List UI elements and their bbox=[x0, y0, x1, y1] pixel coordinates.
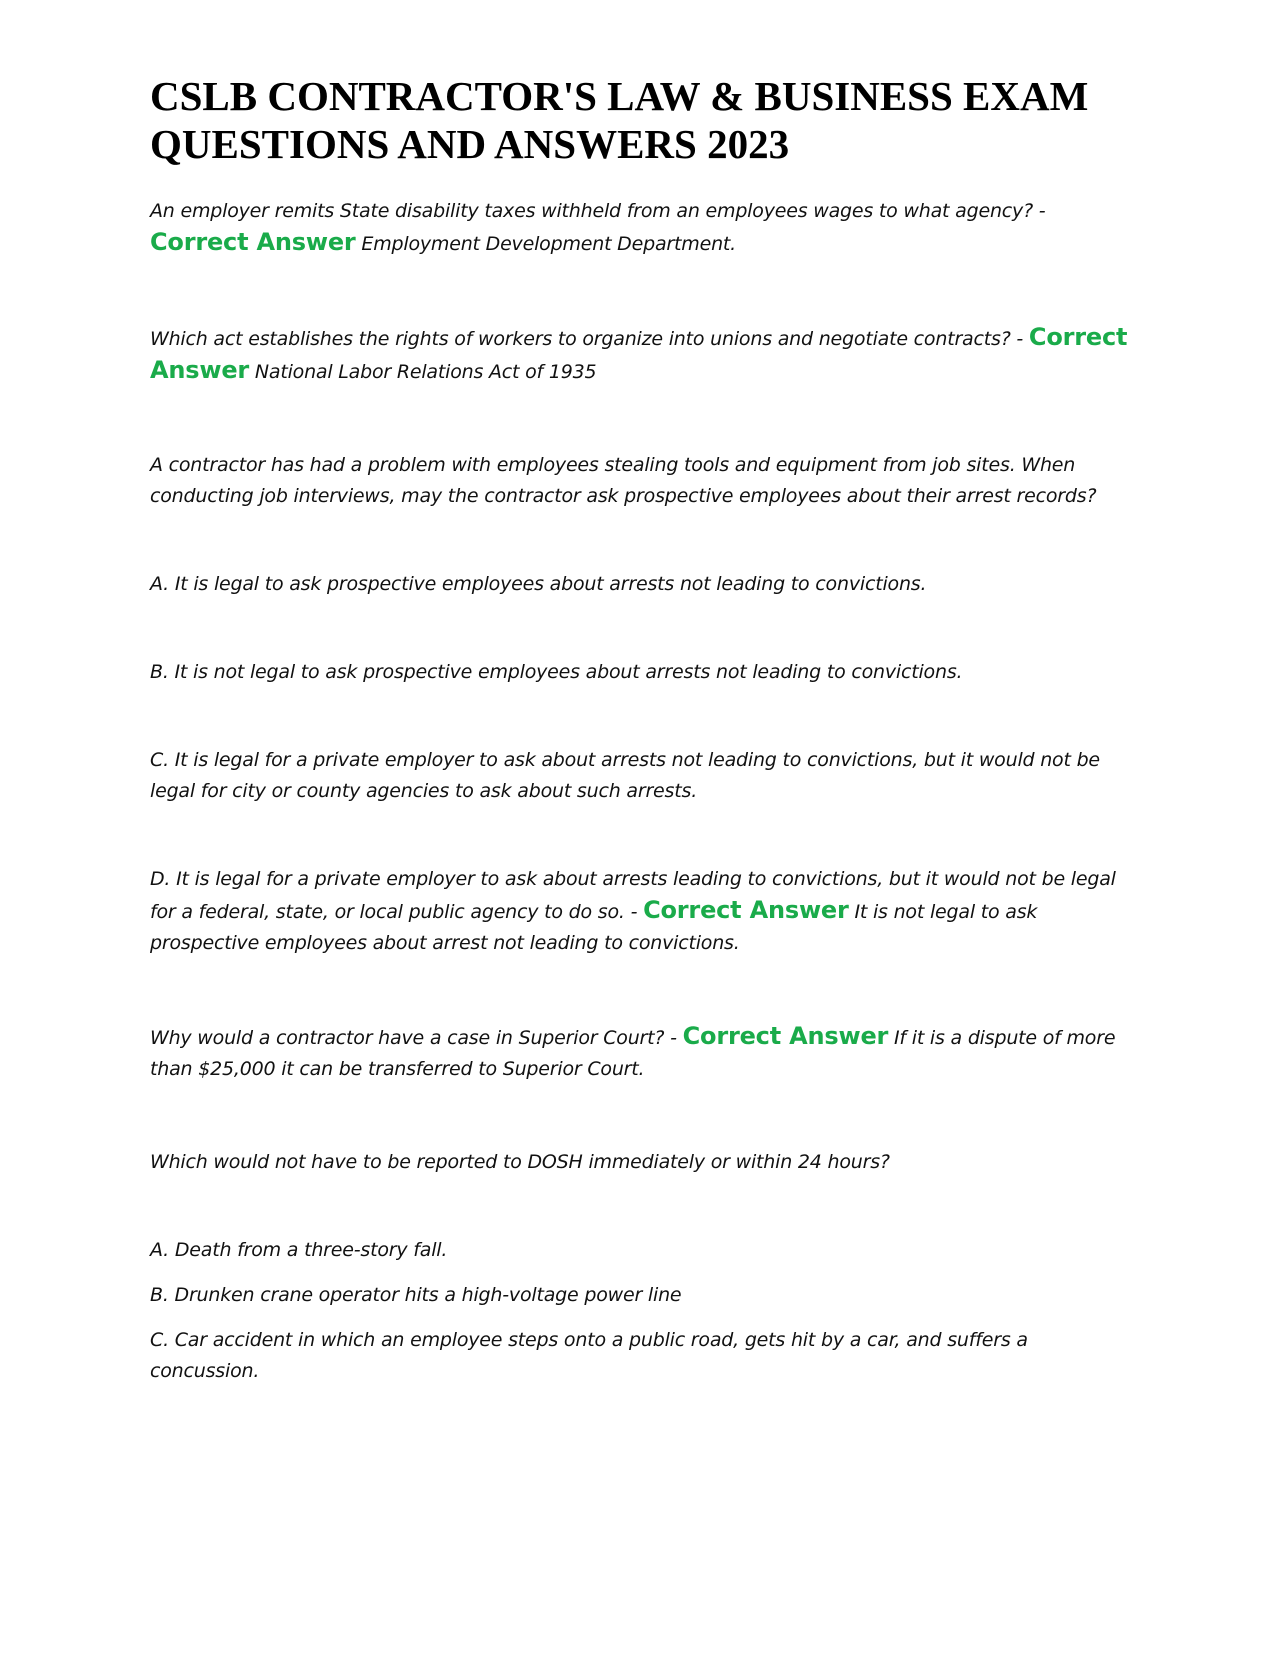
question-5-option-c: C. Car accident in which an employee steps onto a public road, gets hit by a car, and suffers a concussion. bbox=[150, 1329, 1028, 1382]
correct-answer-label: Correct Answer bbox=[150, 323, 1128, 384]
question-5: Which would not have to be reported to DOSH immediately or within 24 hours? bbox=[150, 1151, 890, 1173]
question-3-answer: It is not legal to ask prospective employees about arrest not leading to convictions. bbox=[150, 901, 1038, 954]
correct-answer-label: Correct Answer bbox=[150, 228, 356, 256]
question-1-text: An employer remits State disability taxes withheld from an employees wages to what agency? - bbox=[150, 200, 1046, 222]
question-3-option-c: C. It is legal for a private employer to ask about arrests not leading to convictions, but it would not be legal for city or county agencies to ask about such arrests. bbox=[150, 749, 1100, 802]
question-4 bbox=[150, 1021, 1140, 1085]
question-5-option-a: A. Death from a three-story fall. bbox=[150, 1239, 448, 1261]
correct-answer-label: Correct Answer bbox=[682, 1022, 889, 1050]
question-1-answer: Employment Development Department. bbox=[361, 233, 737, 255]
question-5-option-b: B. Drunken crane operator hits a high-voltage power line bbox=[150, 1284, 682, 1306]
question-2-answer: National Labor Relations Act of 1935 bbox=[254, 361, 597, 383]
question-4-answer: If it is a dispute of more than $25,000 it can be transferred to Superior Court. bbox=[150, 1027, 1116, 1080]
question-3: A contractor has had a problem with employees stealing tools and equipment from job sites. When conducting job interviews, may the contractor ask prospective employees about their arrest records? bbox=[150, 454, 1097, 507]
question-3-option-b: B. It is not legal to ask prospective employees about arrests not leading to convictions. bbox=[150, 661, 963, 683]
question-3-option-d-text: D. It is legal for a private employer to ask about arrests leading to convictions, but it would not be legal for a federal, state, or local public agency to do so. - bbox=[150, 868, 1116, 923]
question-2-text: Which act establishes the rights of workers to organize into unions and negotiate contracts? - bbox=[150, 328, 1029, 350]
question-4-text: Why would a contractor have a case in Superior Court? - bbox=[150, 1027, 683, 1049]
question-1 bbox=[150, 196, 1140, 260]
document-title: CSLB CONTRACTOR'S LAW & BUSINESS EXAM QUESTIONS AND ANSWERS 2023 bbox=[150, 73, 1089, 167]
document-page bbox=[150, 72, 1140, 1387]
question-3-option-a: A. It is legal to ask prospective employees about arrests not leading to convictions. bbox=[150, 573, 927, 595]
question-2 bbox=[150, 322, 1140, 388]
question-3-option-d bbox=[150, 864, 1140, 959]
correct-answer-label: Correct Answer bbox=[643, 896, 849, 924]
